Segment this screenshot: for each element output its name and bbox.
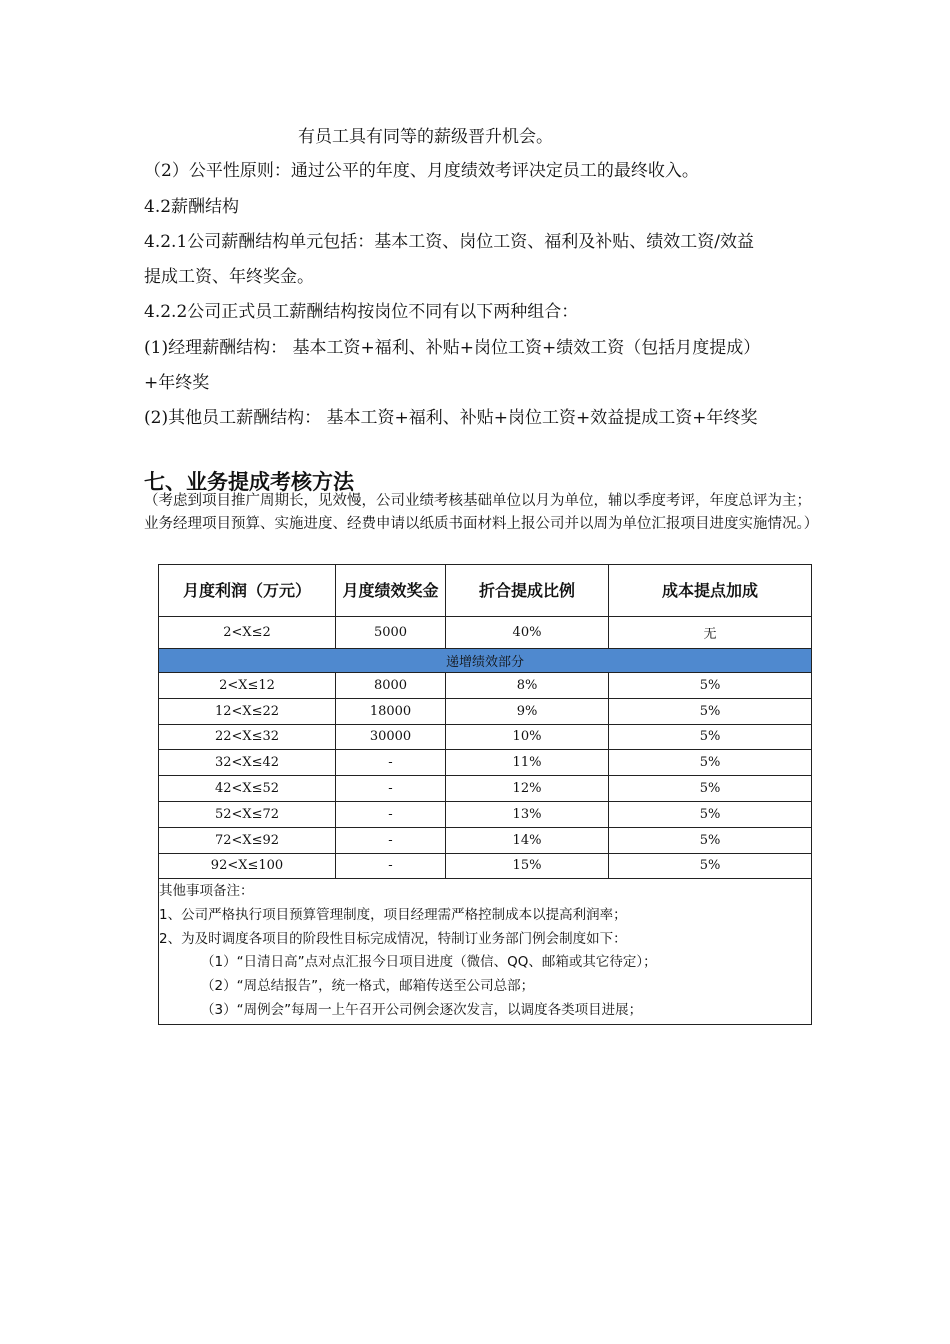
table-cell: 72<X≤92	[159, 827, 336, 853]
table-cell: 52<X≤72	[159, 801, 336, 827]
table-remarks-row	[159, 879, 812, 1025]
table-cell: -	[336, 827, 446, 853]
table-row	[159, 801, 812, 827]
table-row	[159, 853, 812, 879]
paragraph-line: 有员工具有同等的薪级晋升机会。	[298, 127, 553, 147]
table-cell: 42<X≤52	[159, 776, 336, 802]
remarks-subitem: （1）“日清日高”点对点汇报今日项目进度（微信、QQ、邮箱或其它待定）；	[201, 954, 657, 971]
table-cell: 15%	[446, 853, 609, 879]
table-cell: 无	[609, 617, 812, 649]
table-cell: 32<X≤42	[159, 750, 336, 776]
commission-table	[158, 564, 812, 1025]
section-title: 七、业务提成考核方法	[144, 470, 354, 494]
table-cell: 5%	[609, 698, 812, 724]
table-cell: 22<X≤32	[159, 724, 336, 750]
paragraph-line: (2)其他员工薪酬结构： 基本工资+福利、补贴+岗位工资+效益提成工资+年终奖	[144, 408, 758, 428]
table-cell: 14%	[446, 827, 609, 853]
table-row	[159, 673, 812, 699]
paragraph-line: 提成工资、年终奖金。	[144, 267, 314, 287]
table-band-row	[159, 649, 812, 673]
table-cell: 92<X≤100	[159, 853, 336, 879]
header-monthly-profit: 月度利润（万元）	[159, 565, 336, 617]
section-heading-4-2: 4.2薪酬结构	[144, 197, 240, 217]
table-cell: -	[336, 776, 446, 802]
paragraph-line: +年终奖	[144, 373, 210, 393]
table-cell: 13%	[446, 801, 609, 827]
table-cell: 12<X≤22	[159, 698, 336, 724]
table-cell: 2<X≤12	[159, 673, 336, 699]
table-cell: 2<X≤2	[159, 617, 336, 649]
header-commission-rate: 折合提成比例	[446, 565, 609, 617]
table-row	[159, 724, 812, 750]
table-row	[159, 776, 812, 802]
header-cost-markup: 成本提点加成	[609, 565, 812, 617]
remarks-subitem: （3）“周例会”每周一上午召开公司例会逐次发言，以调度各类项目进展；	[201, 1001, 643, 1018]
table-cell: 5%	[609, 776, 812, 802]
table-cell: 5%	[609, 801, 812, 827]
table-cell: 18000	[336, 698, 446, 724]
table-cell: 8000	[336, 673, 446, 699]
table-cell: 5%	[609, 724, 812, 750]
section-note: （考虑到项目推广周期长，见效慢，公司业绩考核基础单位以月为单位，辅以季度考评，年度总评为主；业务经理项目预算、实施进度、经费申请以纸质书面材料上报公司并以周为单位汇报项目进度实施情况。）	[144, 493, 819, 532]
remarks-cell	[159, 879, 812, 1025]
table-row	[159, 750, 812, 776]
table-cell: 8%	[446, 673, 609, 699]
header-monthly-bonus: 月度绩效奖金	[336, 565, 446, 617]
table-cell: 11%	[446, 750, 609, 776]
remarks-item: 2、为及时调度各项目的阶段性目标完成情况，特制订业务部门例会制度如下：	[159, 930, 627, 947]
table-row	[159, 698, 812, 724]
table-row	[159, 827, 812, 853]
table-header-row	[159, 565, 812, 617]
remarks-title: 其他事项备注：	[159, 883, 254, 900]
table-cell: 9%	[446, 698, 609, 724]
table-cell: 10%	[446, 724, 609, 750]
table-cell: -	[336, 853, 446, 879]
table-cell: 5%	[609, 750, 812, 776]
paragraph-line: (1)经理薪酬结构： 基本工资+福利、补贴+岗位工资+绩效工资（包括月度提成）	[144, 338, 761, 358]
table-cell: 30000	[336, 724, 446, 750]
table-cell: 5%	[609, 827, 812, 853]
paragraph-line: （2）公平性原则：通过公平的年度、月度绩效考评决定员工的最终收入。	[144, 161, 699, 181]
table-cell: 5%	[609, 853, 812, 879]
table-cell: 40%	[446, 617, 609, 649]
table-cell: 5%	[609, 673, 812, 699]
remarks-item: 1、公司严格执行项目预算管理制度，项目经理需严格控制成本以提高利润率；	[159, 907, 627, 924]
paragraph-line: 4.2.1公司薪酬结构单元包括：基本工资、岗位工资、福利及补贴、绩效工资/效益	[144, 232, 754, 252]
table-cell: 12%	[446, 776, 609, 802]
band-label: 递增绩效部分	[159, 649, 812, 673]
table-row	[159, 617, 812, 649]
table-cell: -	[336, 801, 446, 827]
table-cell: 5000	[336, 617, 446, 649]
remarks-subitem: （2）“周总结报告”，统一格式，邮箱传送至公司总部；	[201, 978, 535, 995]
table-cell: -	[336, 750, 446, 776]
paragraph-line: 4.2.2公司正式员工薪酬结构按岗位不同有以下两种组合：	[144, 302, 579, 322]
